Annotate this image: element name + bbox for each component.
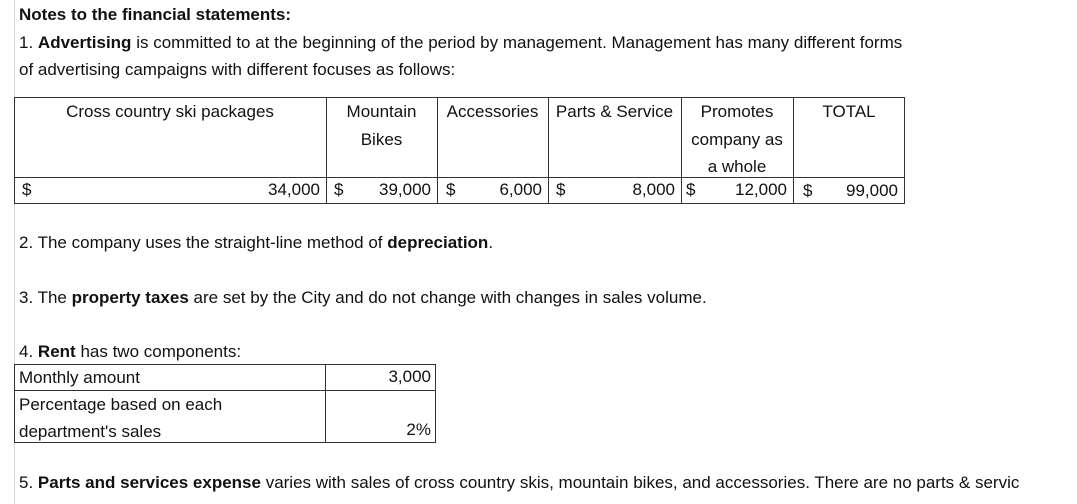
note-3-suffix: are set by the City and do not change with changes in sales volume. [193, 288, 707, 307]
note-1-line-1 [19, 32, 902, 54]
note-1-text: is committed to at the beginning of the period by management. Management has many different forms [136, 33, 903, 52]
note-5-number: 5. [19, 473, 34, 492]
note-5-keyword: Parts and services expense [37, 473, 261, 492]
header-mountain-line-1: Mountain [346, 102, 417, 121]
note-1-line-2: of advertising campaigns with different focuses as follows: [19, 60, 456, 79]
note-3-text: 3. The [19, 288, 67, 307]
currency-parts-service: $ [556, 180, 566, 199]
note-5 [19, 472, 1019, 494]
note-5-text: varies with sales of cross country skis, mountain bikes, and accessories. There are no parts & servic [265, 473, 1020, 492]
currency-accessories: $ [446, 180, 456, 199]
header-promotes-line-1: Promotes [700, 102, 774, 121]
header-total: TOTAL [822, 102, 876, 121]
header-promotes-line-2: company as [691, 130, 783, 149]
header-cross-country: Cross country ski packages [66, 102, 274, 121]
note-4-text: has two components: [80, 342, 242, 361]
currency-promotes: $ [686, 180, 696, 199]
value-promotes: 12,000 [735, 180, 787, 199]
note-2-suffix: . [488, 233, 494, 252]
note-4-number: 4. [19, 342, 34, 361]
note-1-keyword: Advertising [37, 33, 132, 52]
note-4 [19, 341, 241, 363]
rent-monthly-value: 3,000 [388, 367, 431, 386]
value-parts-service: 8,000 [632, 180, 675, 199]
note-1-number: 1. [19, 33, 34, 52]
currency-total: $ [803, 181, 813, 200]
rent-percentage-value: 2% [406, 420, 431, 439]
note-3-keyword: property taxes [71, 288, 189, 307]
value-total: 99,000 [846, 181, 898, 200]
currency-mountain: $ [334, 180, 344, 199]
note-2 [19, 232, 493, 254]
notes-heading: Notes to the financial statements: [19, 5, 292, 24]
rent-percentage-label-line-1: Percentage based on each [19, 395, 223, 414]
header-mountain-line-2: Bikes [360, 130, 403, 149]
note-3 [19, 287, 707, 309]
header-parts-service: Parts & Service [555, 102, 674, 121]
note-2-text: 2. The company uses the straight-line method of [19, 233, 383, 252]
value-cross-country: 34,000 [268, 180, 320, 199]
header-accessories: Accessories [446, 102, 539, 121]
value-mountain: 39,000 [379, 180, 431, 199]
note-4-keyword: Rent [37, 342, 76, 361]
rent-monthly-label: Monthly amount [19, 368, 140, 387]
currency-cross-country: $ [22, 180, 32, 199]
value-accessories: 6,000 [499, 180, 542, 199]
note-2-keyword: depreciation [387, 233, 489, 252]
rent-percentage-label-line-2: department's sales [19, 422, 162, 441]
header-promotes-line-3: a whole [707, 157, 767, 176]
